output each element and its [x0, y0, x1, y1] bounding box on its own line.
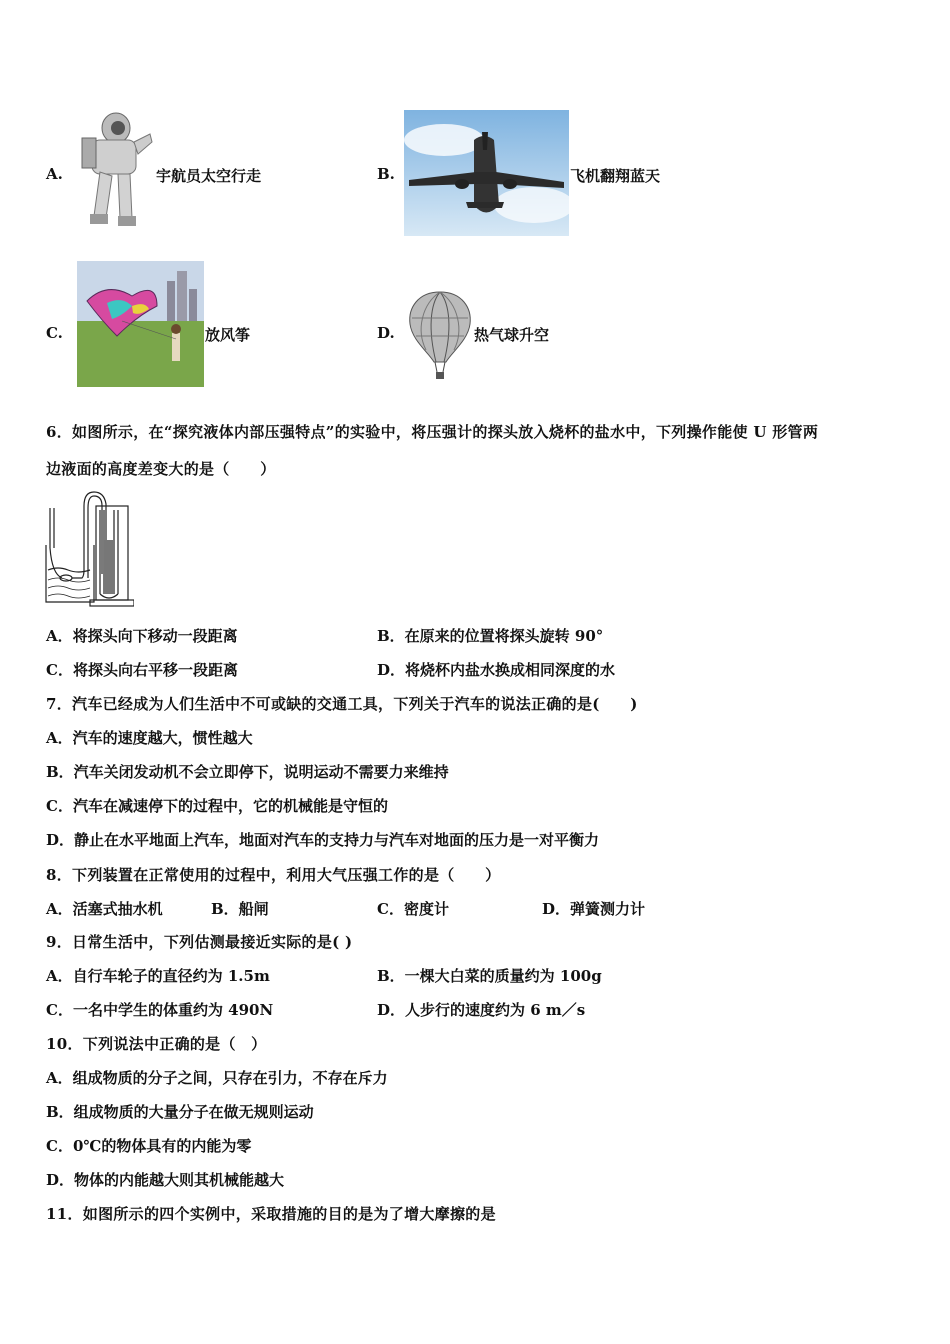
- option-d-caption: 热气球升空: [474, 326, 550, 344]
- q9-stem: 9．日常生活中，下列估测最接近实际的是( ): [46, 933, 353, 951]
- q6-option-c: C．将探头向右平移一段距离: [46, 661, 238, 679]
- q9-option-b: B．一棵大白菜的质量约为 100g: [377, 967, 602, 985]
- q7-option-b: B．汽车关闭发动机不会立即停下，说明运动不需要力来维持: [46, 763, 449, 781]
- q8-option-b: B．船闸: [211, 900, 269, 918]
- q7-option-d: D．静止在水平地面上汽车，地面对汽车的支持力与汽车对地面的压力是一对平衡力: [46, 831, 600, 849]
- kite-image: [77, 261, 204, 387]
- q6-stem-line1: 6．如图所示，在“探究液体内部压强特点”的实验中，将压强计的探头放入烧杯的盐水中，下列操作能使 U 形管两: [46, 423, 819, 441]
- q9-option-d: D．人步行的速度约为 6 m／s: [377, 1001, 586, 1019]
- q11-stem: 11．如图所示的四个实例中，采取措施的目的是为了增大摩擦的是: [46, 1205, 496, 1223]
- q10-option-a: A．组成物质的分子之间，只存在引力，不存在斥力: [46, 1069, 388, 1087]
- q6-option-a: A．将探头向下移动一段距离: [46, 627, 238, 645]
- q7-option-a: A．汽车的速度越大，惯性越大: [46, 729, 253, 747]
- q10-option-c: C．0℃的物体具有的内能为零: [46, 1137, 252, 1155]
- hot-air-balloon-image: [406, 290, 474, 382]
- q9-option-c: C．一名中学生的体重约为 490N: [46, 1001, 274, 1019]
- option-a-letter: A.: [46, 165, 63, 183]
- option-d-letter: D.: [377, 324, 395, 342]
- q7-stem: 7．汽车已经成为人们生活中不可或缺的交通工具，下列关于汽车的说法正确的是( ): [46, 695, 638, 713]
- astronaut-image: [80, 106, 154, 234]
- pressure-gauge-diagram: [44, 490, 134, 608]
- option-b-caption: 飞机翻翔蓝天: [570, 167, 661, 185]
- q8-option-a: A．活塞式抽水机: [46, 900, 163, 918]
- q6-stem-line2: 边液面的高度差变大的是（ ）: [46, 460, 276, 478]
- option-b-letter: B.: [377, 165, 395, 183]
- q10-stem: 10．下列说法中正确的是（ ）: [46, 1035, 267, 1053]
- q8-option-d: D．弹簧测力计: [542, 900, 646, 918]
- option-a-caption: 宇航员太空行走: [156, 167, 262, 185]
- q6-option-b: B．在原来的位置将探头旋转 90°: [377, 627, 604, 645]
- q7-option-c: C．汽车在减速停下的过程中，它的机械能是守恒的: [46, 797, 388, 815]
- option-c-caption: 放风筝: [205, 326, 251, 344]
- q8-option-c: C．密度计: [377, 900, 449, 918]
- q9-option-a: A．自行车轮子的直径约为 1.5m: [46, 967, 270, 985]
- airplane-image: [404, 110, 569, 236]
- q8-stem: 8．下列装置在正常使用的过程中，利用大气压强工作的是（ ）: [46, 866, 501, 884]
- q10-option-d: D．物体的内能越大则其机械能越大: [46, 1171, 285, 1189]
- q6-option-d: D．将烧杯内盐水换成相同深度的水: [377, 661, 616, 679]
- option-c-letter: C.: [46, 324, 63, 342]
- q10-option-b: B．组成物质的大量分子在做无规则运动: [46, 1103, 314, 1121]
